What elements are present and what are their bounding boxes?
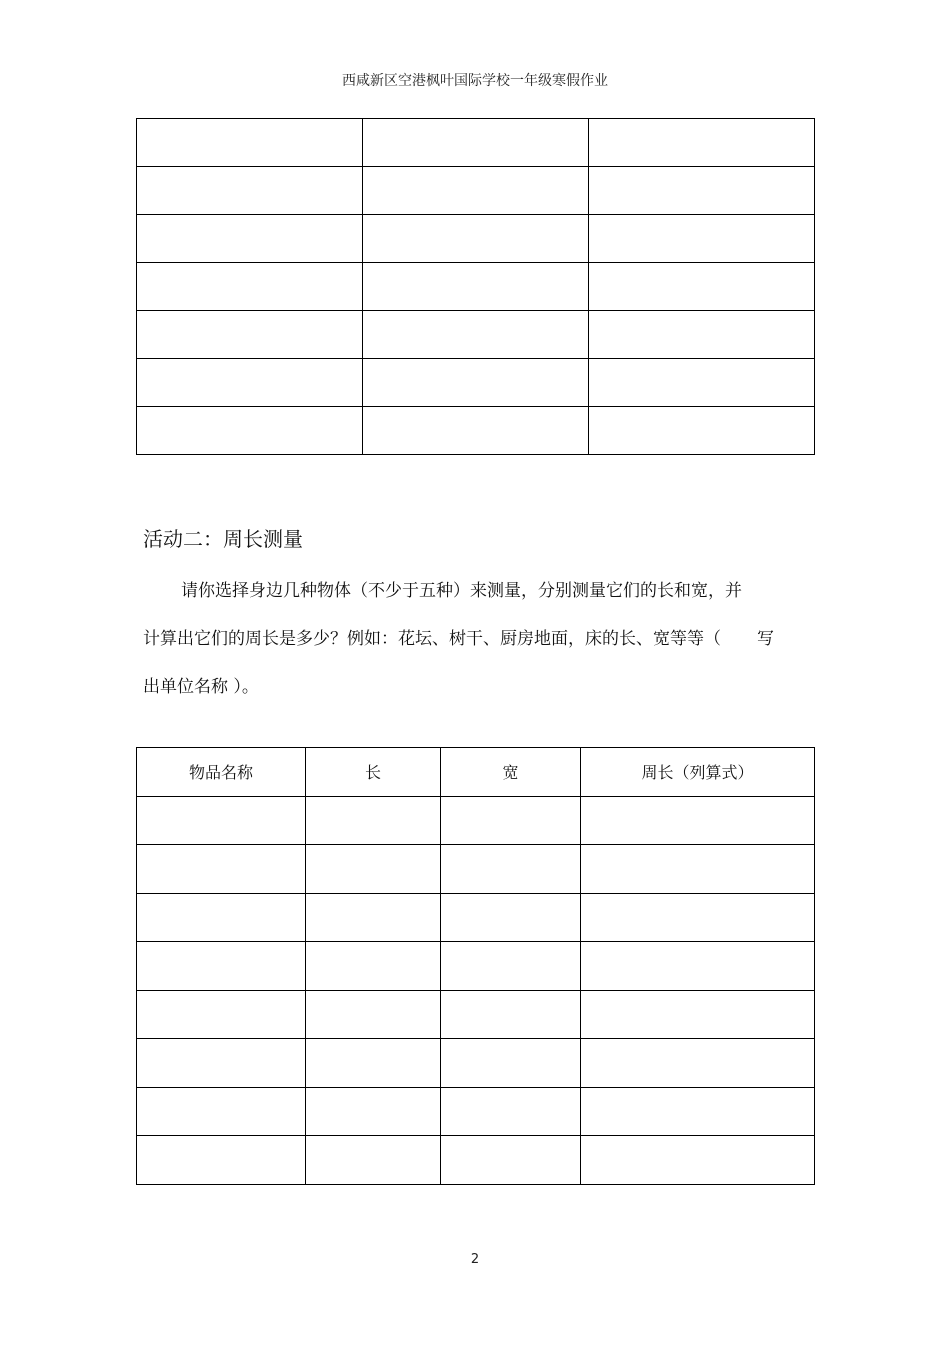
table-cell[interactable] <box>441 845 581 894</box>
table-cell[interactable] <box>363 311 589 359</box>
table-cell[interactable] <box>137 407 363 455</box>
page-number: 2 <box>470 1252 480 1267</box>
table-row <box>137 359 815 407</box>
instruction-line-3: 出单位名称 ）。 <box>143 677 259 697</box>
table-cell[interactable] <box>441 1087 581 1136</box>
table-cell[interactable] <box>137 796 306 845</box>
table-cell[interactable] <box>137 990 306 1039</box>
table-cell[interactable] <box>363 215 589 263</box>
table-cell[interactable] <box>363 167 589 215</box>
table-cell[interactable] <box>581 990 815 1039</box>
table-cell[interactable] <box>441 1136 581 1185</box>
table-cell[interactable] <box>137 263 363 311</box>
table-cell[interactable] <box>581 796 815 845</box>
table-cell[interactable] <box>137 1039 306 1088</box>
table-cell[interactable] <box>306 796 441 845</box>
column-header-perimeter: 周长（列算式） <box>581 748 815 797</box>
table-cell[interactable] <box>137 845 306 894</box>
table-cell[interactable] <box>137 1136 306 1185</box>
table-cell[interactable] <box>306 1039 441 1088</box>
table-row <box>137 845 815 894</box>
table-cell[interactable] <box>306 1087 441 1136</box>
page-header: 西咸新区空港枫叶国际学校一年级寒假作业 <box>342 73 608 89</box>
table-cell[interactable] <box>363 407 589 455</box>
table-row <box>137 167 815 215</box>
perimeter-table <box>136 747 815 1185</box>
table-cell[interactable] <box>137 167 363 215</box>
table-cell[interactable] <box>589 359 815 407</box>
table-cell[interactable] <box>441 942 581 991</box>
table-cell[interactable] <box>581 1039 815 1088</box>
table-cell[interactable] <box>589 167 815 215</box>
blank-table-top <box>136 118 815 455</box>
table-cell[interactable] <box>306 942 441 991</box>
table-header-row <box>137 748 815 797</box>
table-cell[interactable] <box>581 845 815 894</box>
table-cell[interactable] <box>589 263 815 311</box>
table-cell[interactable] <box>363 119 589 167</box>
column-header-item-name: 物品名称 <box>137 748 306 797</box>
table-cell[interactable] <box>137 893 306 942</box>
table-cell[interactable] <box>363 263 589 311</box>
table-cell[interactable] <box>589 215 815 263</box>
table-cell[interactable] <box>137 215 363 263</box>
table-cell[interactable] <box>581 1087 815 1136</box>
table-row <box>137 215 815 263</box>
table-cell[interactable] <box>306 845 441 894</box>
table-cell[interactable] <box>137 359 363 407</box>
table-cell[interactable] <box>581 1136 815 1185</box>
table-cell[interactable] <box>589 311 815 359</box>
table-row <box>137 1136 815 1185</box>
column-header-width: 宽 <box>441 748 581 797</box>
table-row <box>137 119 815 167</box>
table-row <box>137 942 815 991</box>
table-row <box>137 1039 815 1088</box>
table-cell[interactable] <box>589 119 815 167</box>
table-cell[interactable] <box>137 1087 306 1136</box>
table-row <box>137 263 815 311</box>
table-row <box>137 990 815 1039</box>
instruction-line-1: 请你选择身边几种物体（不少于五种）来测量，分别测量它们的长和宽，并 <box>181 581 742 601</box>
table-cell[interactable] <box>589 407 815 455</box>
table-cell[interactable] <box>306 1136 441 1185</box>
activity-title: 活动二：周长测量 <box>143 527 303 551</box>
table-cell[interactable] <box>137 942 306 991</box>
table-cell[interactable] <box>441 990 581 1039</box>
table-cell[interactable] <box>306 893 441 942</box>
table-row <box>137 796 815 845</box>
table-row <box>137 1087 815 1136</box>
instruction-line-2-end: 写 <box>757 629 774 649</box>
table-row <box>137 407 815 455</box>
instruction-line-2 <box>143 624 808 649</box>
table-row <box>137 311 815 359</box>
table-cell[interactable] <box>441 1039 581 1088</box>
table-cell[interactable] <box>581 893 815 942</box>
instruction-line-2-text: 计算出它们的周长是多少？例如：花坛、树干、厨房地面，床的长、宽等等（ <box>143 629 721 649</box>
table-cell[interactable] <box>441 893 581 942</box>
table-cell[interactable] <box>441 796 581 845</box>
table-cell[interactable] <box>581 942 815 991</box>
table-cell[interactable] <box>363 359 589 407</box>
table-cell[interactable] <box>137 311 363 359</box>
table-row <box>137 893 815 942</box>
table-cell[interactable] <box>306 990 441 1039</box>
column-header-length: 长 <box>306 748 441 797</box>
table-cell[interactable] <box>137 119 363 167</box>
